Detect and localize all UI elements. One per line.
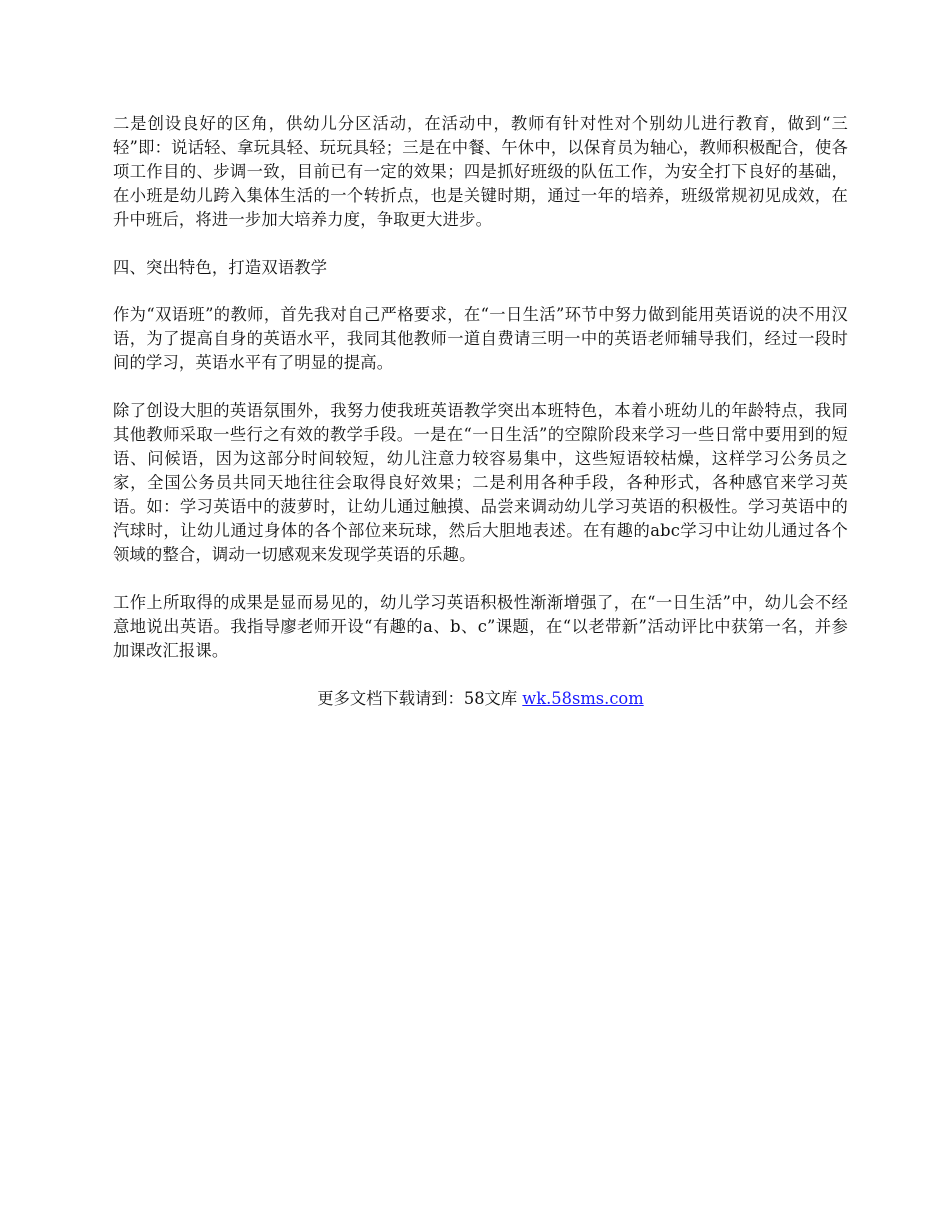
paragraph-teaching-methods: 除了创设大胆的英语氛围外，我努力使我班英语教学突出本班特色，本着小班幼儿的年龄特点，我同其他教师采取一些行之有效的教学手段。一是在“一日生活”的空隙阶段来学习一些日常中要用到的短语、问候语，因为这部分时间较短，幼儿注意力较容易集中，这些短语较枯燥，这样学习公务员之家，全国公务员共同天地往往会取得良好效果；二是利用各种手段，各种形式，各种感官来学习英语。如：学习英语中的菠萝时，让幼儿通过触摸、品尝来调动幼儿学习英语的积极性。学习英语中的汽球时，让幼儿通过身体的各个部位来玩球，然后大胆地表述。在有趣的abc学习中让幼儿通过各个领域的整合，调动一切感观来发现学英语的乐趣。 [113, 401, 848, 564]
document-body [113, 112, 848, 711]
section-heading-bilingual: 四、突出特色，打造双语教学 [113, 258, 328, 277]
paragraph-teacher-english: 作为“双语班”的教师，首先我对自己严格要求，在“一日生活”环节中努力做到能用英语说的决不用汉语，为了提高自身的英语水平，我同其他教师一道自费请三明一中的英语老师辅导我们，经过一段时间的学习，英语水平有了明显的提高。 [113, 305, 848, 372]
footer-link[interactable]: wk.58sms.com [522, 689, 644, 708]
footer-download-note [113, 687, 848, 711]
paragraph-results: 工作上所取得的成果是显而易见的，幼儿学习英语积极性渐渐增强了，在“一日生活”中，幼儿会不经意地说出英语。我指导廖老师开设“有趣的a、b、c”课题，在“以老带新”活动评比中获第一名，并参加课改汇报课。 [113, 593, 848, 660]
paragraph-class-routine: 二是创设良好的区角，供幼儿分区活动，在活动中，教师有针对性对个别幼儿进行教育，做到“三轻”即：说话轻、拿玩具轻、玩玩具轻；三是在中餐、午休中，以保育员为轴心，教师积极配合，使各项工作目的、步调一致，目前已有一定的效果；四是抓好班级的队伍工作，为安全打下良好的基础，在小班是幼儿跨入集体生活的一个转折点，也是关键时期，通过一年的培养，班级常规初见成效，在升中班后，将进一步加大培养力度，争取更大进步。 [113, 114, 848, 229]
footer-prefix: 更多文档下载请到：58文库 [317, 689, 523, 708]
